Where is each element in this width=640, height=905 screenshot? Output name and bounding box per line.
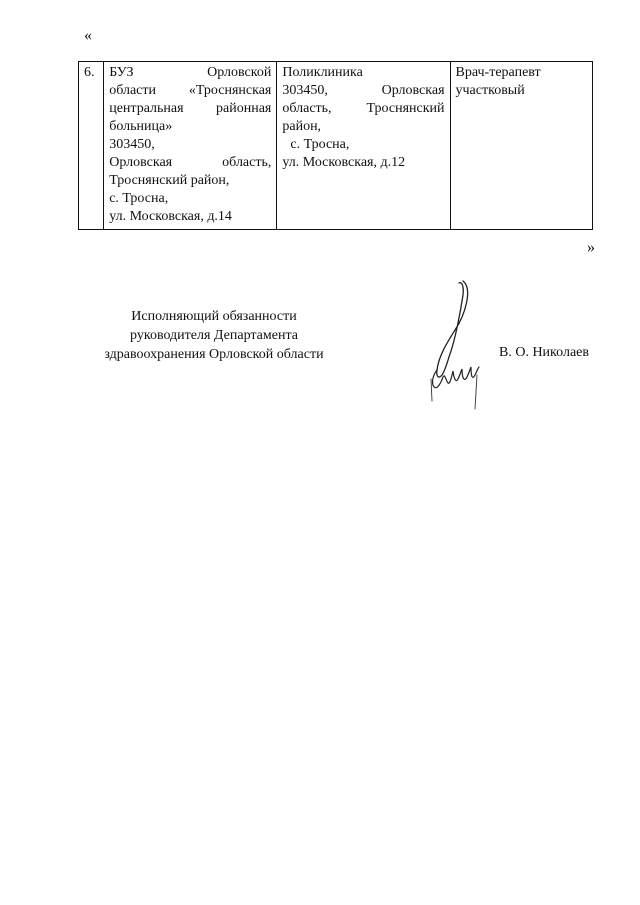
closing-quote: » [587,239,595,256]
organization-line: Троснянский район, [109,173,230,188]
signatory-title-line: здравоохранения Орловской области [104,347,324,362]
opening-quote: « [84,27,92,44]
unit-cell [277,62,450,230]
row-number-cell [79,62,104,230]
organization-line: БУЗ Орловской [109,65,272,80]
unit-line: ул. Московская, д.12 [282,155,406,170]
organization-line: 303450, [109,137,155,152]
signatory-title-line: Исполняющий обязанности [131,309,297,324]
unit-line: 303450, Орловская [282,83,445,98]
organization-line: ул. Московская, д.14 [109,209,232,224]
handwritten-signature [415,275,490,415]
position-line: Врач-терапевт [455,65,541,80]
institution-table [78,61,593,230]
position-cell [450,62,592,230]
organization-line: с. Тросна, [109,191,169,206]
organization-line: центральная районная [109,101,272,116]
signatory-title-line: руководителя Департамента [130,328,298,343]
row-number: 6. [84,65,95,80]
position-line: участковый [455,83,525,98]
unit-line: Поликлиника [282,65,363,80]
table-row [79,62,593,230]
unit-line: с. Тросна, [290,137,350,152]
organization-line: Орловская область, [109,155,272,170]
organization-cell [104,62,277,230]
unit-line: район, [282,119,322,134]
unit-line: область, Троснянский [282,101,445,116]
organization-line: больница» [109,119,173,134]
organization-line: области «Троснянская [109,83,272,98]
signer-name: В. О. Николаев [499,345,589,360]
signatory-title [84,307,344,364]
